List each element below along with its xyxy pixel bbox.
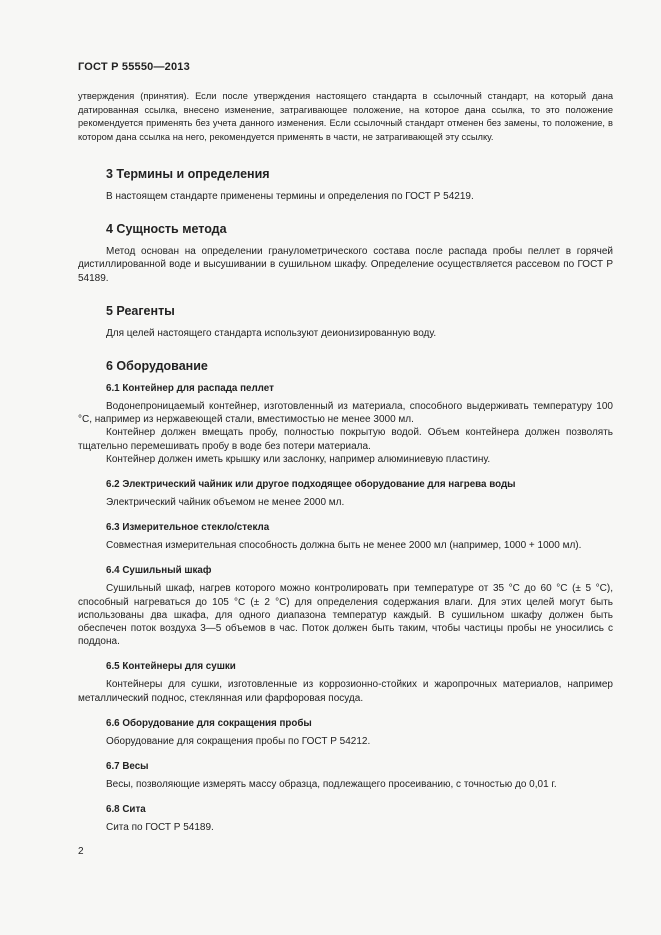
subsection-6-1-paragraph-1: Водонепроницаемый контейнер, изготовленный из материала, способного выдерживать температуру 100 °С, например из нержавеющей стали, вместимостью не менее 3000 мл. [78,401,613,426]
subsection-6-2-paragraph: Электрический чайник объемом не менее 2000 мл. [106,497,345,509]
intro-paragraph: утверждения (принятия). Если после утверждения настоящего стандарта в ссылочный стандарт, на который дана датированная ссылка, внесено изменение, затрагивающее положение, на которое дана ссылка, то это положение рекомендуется применять без учета данного изменения. Если ссылочный стандарт отменен без замены, то положение, в котором дана ссылка на него, рекомендуется применять в части, не затрагивающей эту ссылку. [78,91,613,142]
subsection-6-4-title: 6.4 Сушильный шкаф [106,565,212,577]
section-5-title: 5 Реагенты [106,303,175,318]
document-header: ГОСТ Р 55550—2013 [78,61,190,73]
subsection-6-4-paragraph: Сушильный шкаф, нагрев которого можно контролировать при температуре от 35 °С до 60 °С (± 5 °С), способный нагреваться до 105 °С (± 2 °С) для определения содержания влаги. Для этих целей могут быть использованы два шкафа, для одного диапазона температур каждый. В сушильном шкафу должен быть обеспечен поток воздуха 3—5 объемов в час. Поток должен быть таким, чтобы частицы пробы не уносились с поддона. [78,583,613,648]
subsection-6-6-paragraph: Оборудование для сокращения пробы по ГОСТ Р 54212. [106,735,371,747]
subsection-6-8-paragraph: Сита по ГОСТ Р 54189. [106,822,214,834]
section-3-paragraph: В настоящем стандарте применены термины и определения по ГОСТ Р 54219. [106,191,474,202]
subsection-6-7-paragraph: Весы, позволяющие измерять массу образца, подлежащего просеиванию, с точностью до 0,01 г. [106,779,557,791]
subsection-6-8-title: 6.8 Сита [106,804,146,816]
subsection-6-5-paragraph: Контейнеры для сушки, изготовленные из коррозионно-стойких и жаропрочных материалов, например металлический поднос, стеклянная или фарфоровая посуда. [78,679,613,704]
subsection-6-2-title: 6.2 Электрический чайник или другое подходящее оборудование для нагрева воды [106,479,516,491]
subsection-6-5-title: 6.5 Контейнеры для сушки [106,661,236,673]
section-6-title: 6 Оборудование [106,359,208,374]
page-number: 2 [78,846,84,857]
section-5-paragraph: Для целей настоящего стандарта используют деионизированную воду. [106,327,437,339]
subsection-6-3-title: 6.3 Измерительное стекло/стекла [106,522,270,534]
section-3-title: 3 Термины и определения [106,167,270,181]
subsection-6-1-paragraph-3: Контейнер должен иметь крышку или заслонку, например алюминиевую пластину. [106,453,491,465]
subsection-6-6-title: 6.6 Оборудование для сокращения пробы [106,717,312,729]
subsection-6-1-paragraph-2: Контейнер должен вмещать пробу, полностью покрытую водой. Объем контейнера должен позволять тщательно перемешивать пробу в воде без потери материала. [78,427,613,452]
subsection-6-7-title: 6.7 Весы [106,761,149,773]
subsection-6-1-title: 6.1 Контейнер для распада пеллет [106,383,274,395]
section-4-paragraph: Метод основан на определении гранулометрического состава после распада пробы пеллет в горячей дистиллированной воде и высушивании в сушильном шкафу. Определение осуществляется рассевом по ГОСТ Р 54189. [78,246,613,284]
subsection-6-3-paragraph: Совместная измерительная способность должна быть не менее 2000 мл (например, 1000 + 1000 мл). [106,540,582,552]
document-body [78,90,613,834]
section-4-title: 4 Сущность метода [106,222,227,237]
